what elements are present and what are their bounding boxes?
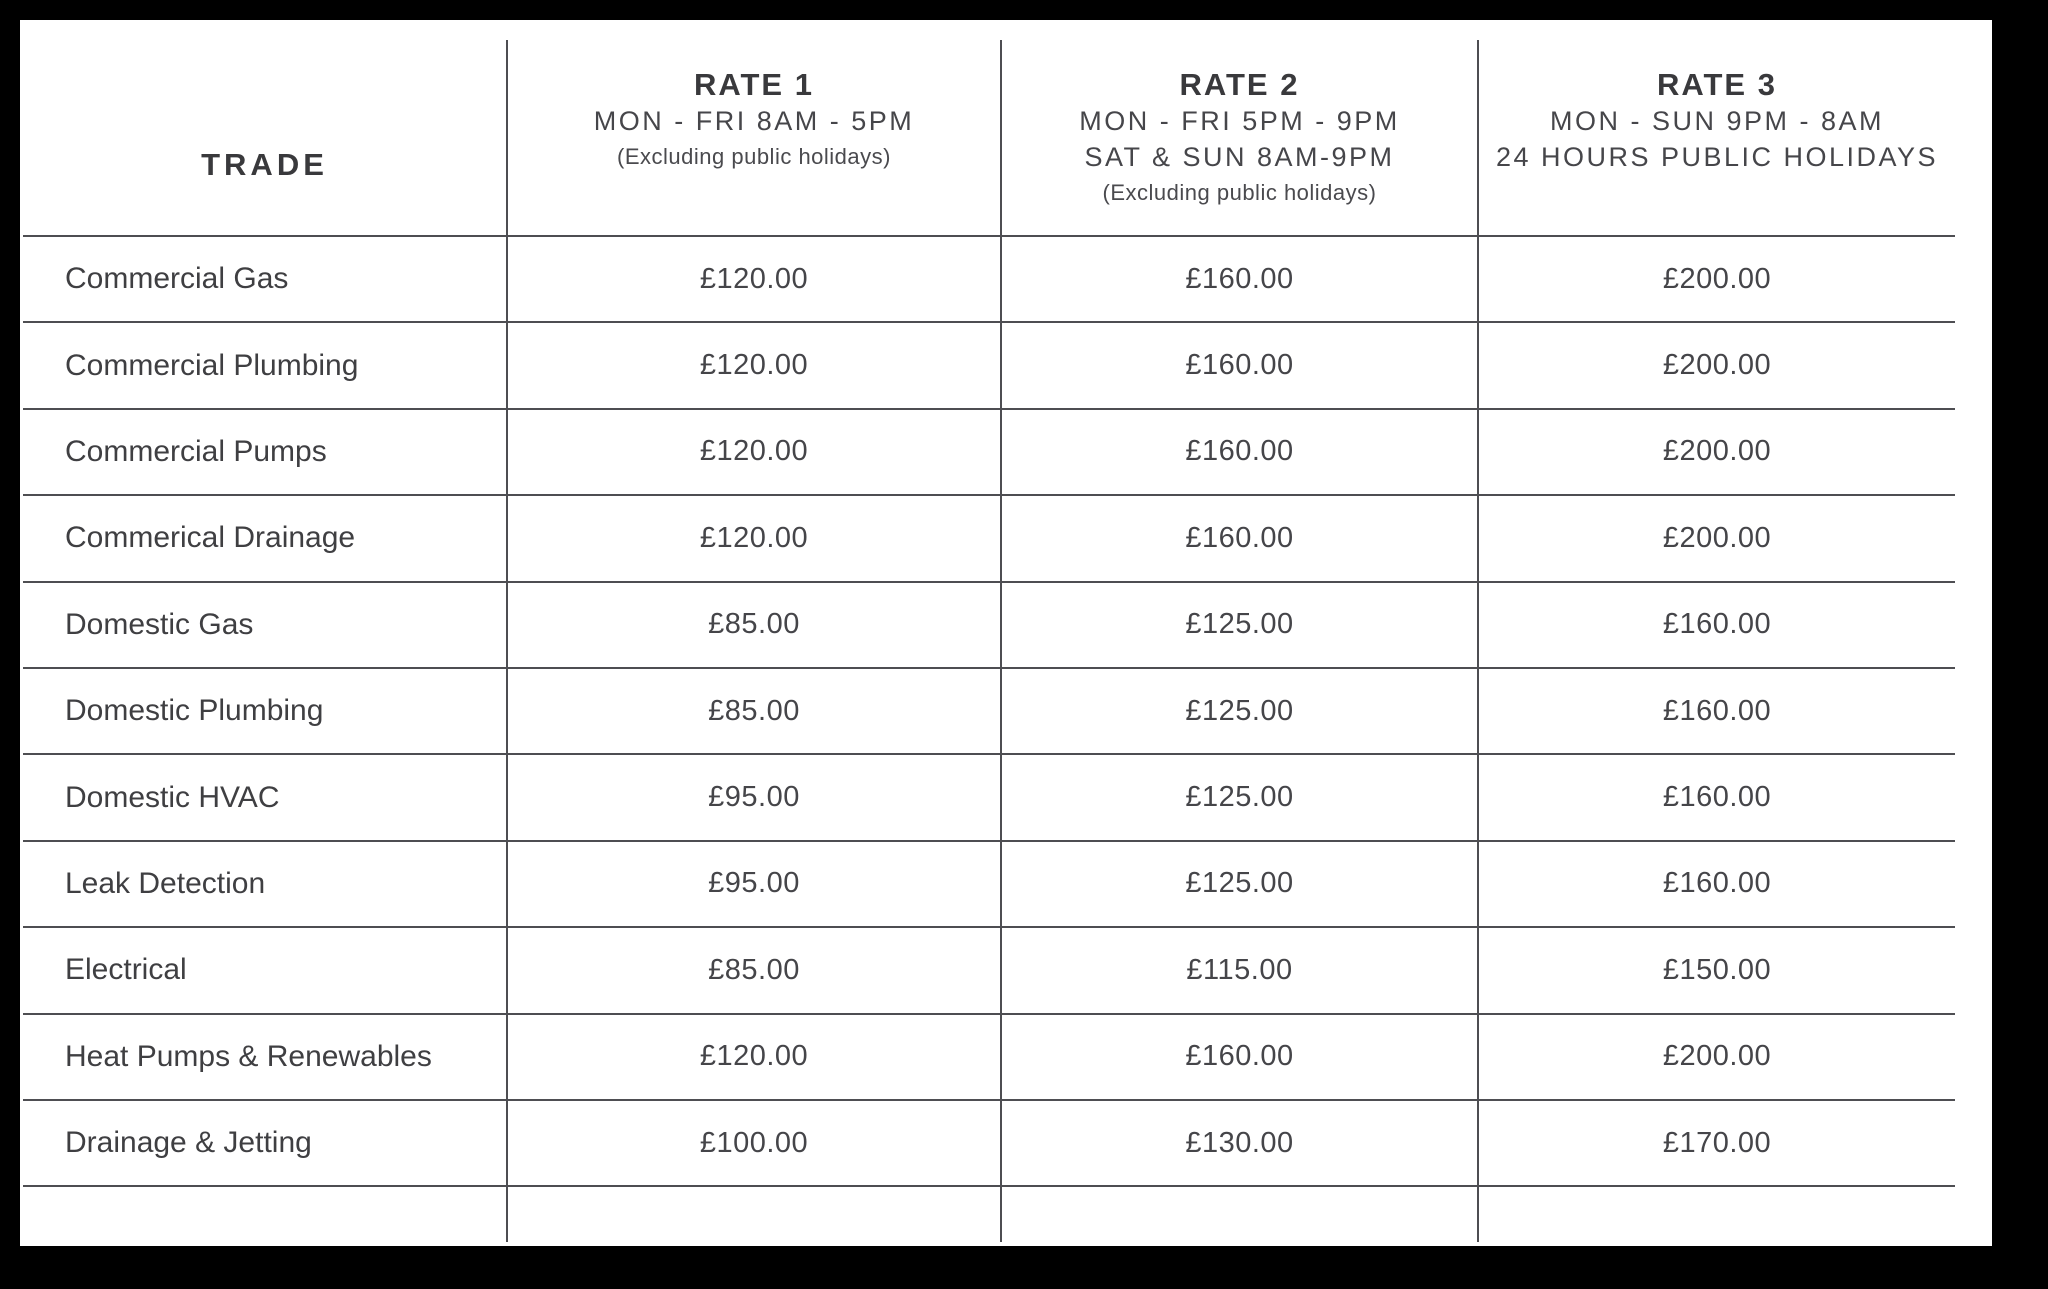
price-cell-rate3: £150.00 (1477, 926, 1955, 1012)
price-cell-rate3: £160.00 (1477, 840, 1955, 926)
trade-cell: Commerical Drainage (23, 494, 506, 580)
rate-card (20, 20, 1992, 1246)
rate3-title: RATE 3 (1657, 67, 1777, 102)
column-header-rate3 (1477, 40, 1955, 235)
price-cell-rate2: £160.00 (1000, 235, 1477, 321)
trade-cell: Drainage & Jetting (23, 1099, 506, 1185)
trade-cell: Domestic HVAC (23, 753, 506, 839)
trade-cell: Electrical (23, 926, 506, 1012)
trade-cell: Commercial Plumbing (23, 321, 506, 407)
price-cell-rate1: £85.00 (506, 667, 1000, 753)
rate2-title: RATE 2 (1179, 67, 1300, 102)
price-cell-rate2: £125.00 (1000, 667, 1477, 753)
price-cell-rate1: £85.00 (506, 926, 1000, 1012)
price-cell-rate1: £120.00 (506, 235, 1000, 321)
price-cell-rate3: £200.00 (1477, 494, 1955, 580)
price-cell-rate2: £115.00 (1000, 926, 1477, 1012)
price-cell-rate2: £130.00 (1000, 1099, 1477, 1185)
trade-cell: Commercial Pumps (23, 408, 506, 494)
price-cell-rate3: £200.00 (1477, 1013, 1955, 1099)
trade-cell: Heat Pumps & Renewables (23, 1013, 506, 1099)
rate3-schedule-line: MON - SUN 9PM - 8AM (1549, 106, 1885, 136)
trade-cell: Commercial Gas (23, 235, 506, 321)
price-cell-rate2: £125.00 (1000, 840, 1477, 926)
price-cell-rate3: £170.00 (1477, 1099, 1955, 1185)
price-cell-rate1: £120.00 (506, 408, 1000, 494)
price-cell-rate1: £120.00 (506, 1013, 1000, 1099)
rate2-schedule-line: MON - FRI 5PM - 9PM (1079, 106, 1400, 136)
price-cell-rate2: £125.00 (1000, 581, 1477, 667)
price-cell-rate1: £95.00 (506, 840, 1000, 926)
empty-cell (1477, 1185, 1955, 1242)
price-cell-rate1: £120.00 (506, 494, 1000, 580)
rate2-note: (Excluding public holidays) (1102, 180, 1377, 205)
price-cell-rate2: £160.00 (1000, 408, 1477, 494)
price-cell-rate3: £200.00 (1477, 235, 1955, 321)
price-cell-rate2: £125.00 (1000, 753, 1477, 839)
price-cell-rate1: £100.00 (506, 1099, 1000, 1185)
trade-cell: Leak Detection (23, 840, 506, 926)
price-cell-rate1: £85.00 (506, 581, 1000, 667)
trade-header-label: TRADE (201, 147, 328, 182)
trade-cell: Domestic Plumbing (23, 667, 506, 753)
empty-cell (506, 1185, 1000, 1242)
price-cell-rate3: £200.00 (1477, 321, 1955, 407)
price-cell-rate3: £160.00 (1477, 581, 1955, 667)
column-header-rate1 (506, 40, 1000, 235)
rates-table (23, 40, 1955, 1242)
rate3-schedule-line: 24 HOURS PUBLIC HOLIDAYS (1495, 142, 1939, 172)
price-cell-rate2: £160.00 (1000, 494, 1477, 580)
rate1-title: RATE 1 (694, 67, 814, 102)
price-cell-rate3: £200.00 (1477, 408, 1955, 494)
empty-cell (1000, 1185, 1477, 1242)
rate1-schedule-line: MON - FRI 8AM - 5PM (593, 106, 915, 136)
column-header-rate2 (1000, 40, 1477, 235)
trade-cell: Domestic Gas (23, 581, 506, 667)
price-cell-rate2: £160.00 (1000, 1013, 1477, 1099)
empty-cell (23, 1185, 506, 1242)
price-cell-rate3: £160.00 (1477, 667, 1955, 753)
rate1-note: (Excluding public holidays) (617, 144, 891, 169)
price-cell-rate1: £120.00 (506, 321, 1000, 407)
rate2-schedule-line: SAT & SUN 8AM-9PM (1084, 142, 1395, 172)
price-cell-rate1: £95.00 (506, 753, 1000, 839)
price-cell-rate3: £160.00 (1477, 753, 1955, 839)
column-header-trade (23, 40, 506, 235)
price-cell-rate2: £160.00 (1000, 321, 1477, 407)
